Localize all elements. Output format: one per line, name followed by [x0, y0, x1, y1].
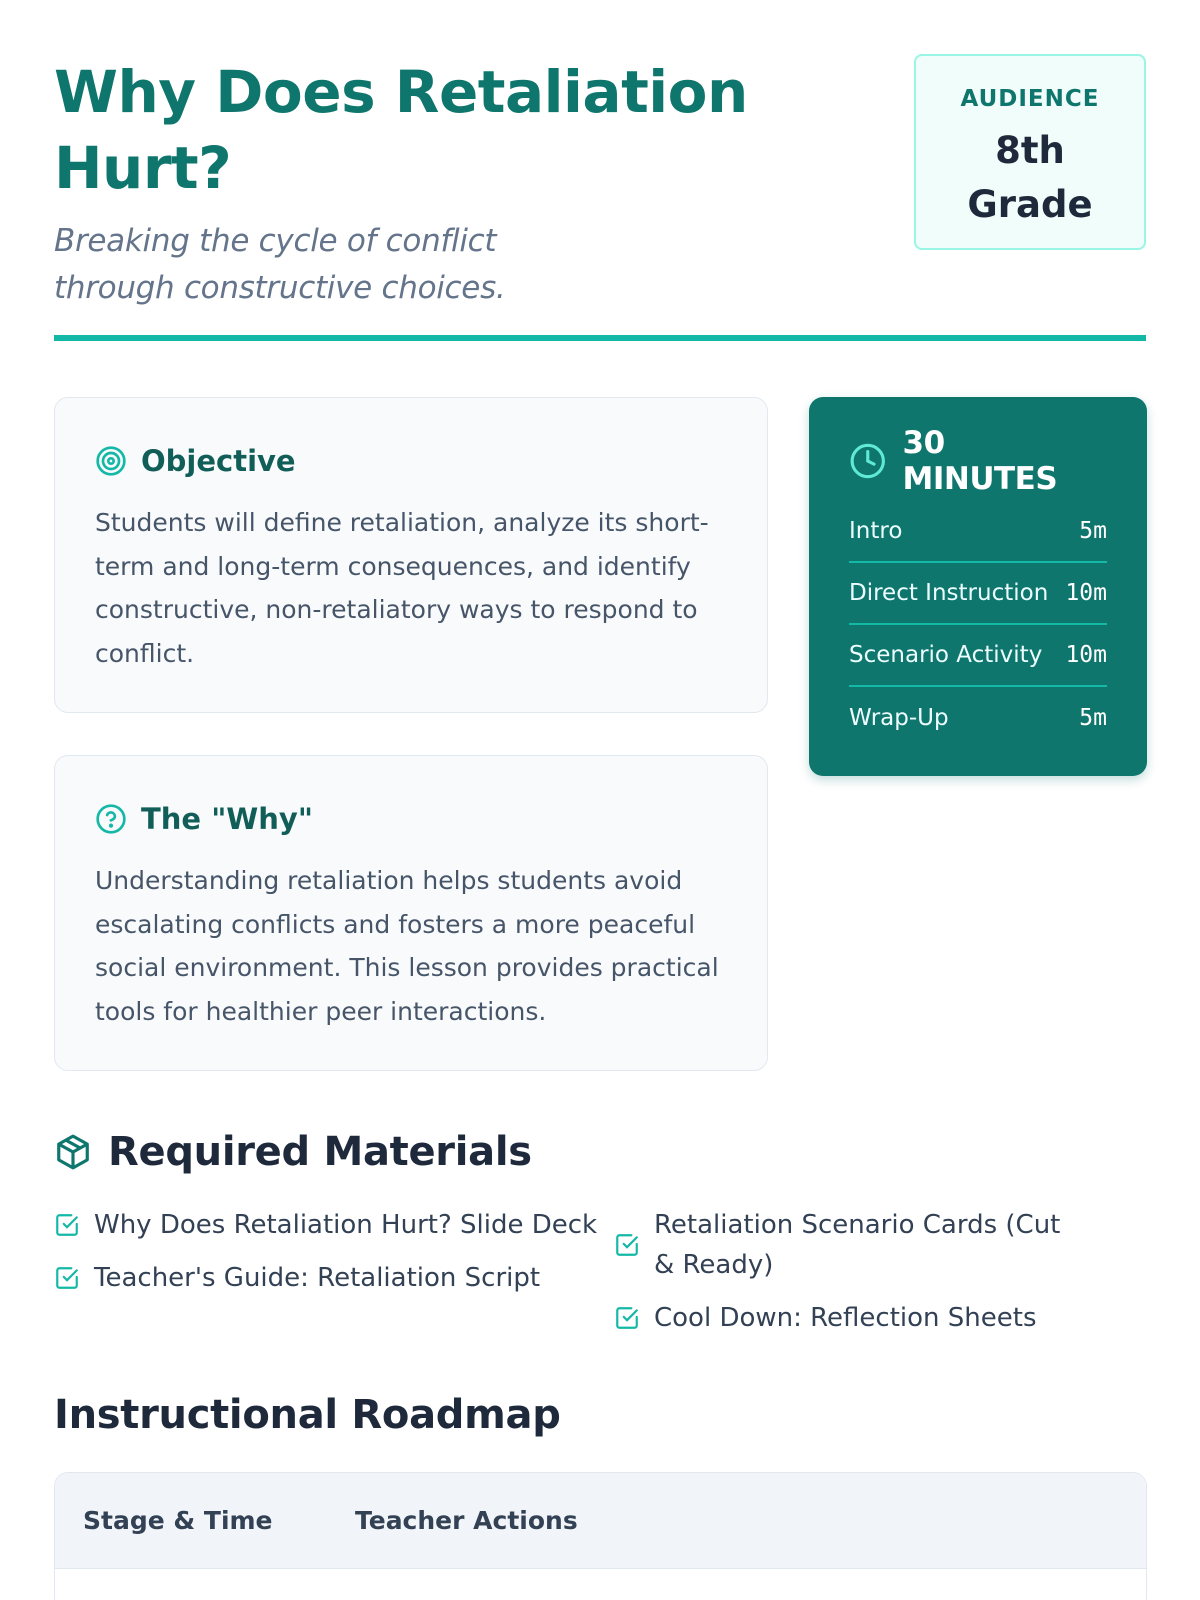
duration-title: 30 MINUTES — [902, 425, 1058, 497]
roadmap-table — [54, 1472, 1147, 1600]
material-item — [54, 1258, 614, 1298]
time-value: 10m — [1065, 642, 1107, 668]
audience-label: AUDIENCE — [960, 86, 1100, 112]
materials-list-left — [54, 1205, 614, 1311]
material-label: Why Does Retaliation Hurt? Slide Deck — [94, 1210, 598, 1240]
material-label: Teacher's Guide: Retaliation Script — [94, 1263, 541, 1293]
why-header — [95, 802, 727, 836]
clock-icon — [849, 442, 887, 480]
time-value: 10m — [1065, 580, 1107, 606]
duration-card — [809, 397, 1147, 776]
time-row-direct-instruction — [849, 563, 1107, 625]
check-square-icon — [54, 1265, 80, 1291]
time-value: 5m — [1079, 518, 1107, 544]
table-header-row — [55, 1473, 1146, 1569]
material-item — [614, 1298, 1084, 1338]
check-square-icon — [614, 1305, 640, 1331]
material-item — [614, 1205, 1084, 1285]
audience-badge — [914, 54, 1146, 250]
column-header-stage: Stage & Time — [83, 1506, 273, 1535]
time-row-scenario-activity — [849, 625, 1107, 687]
check-square-icon — [614, 1232, 640, 1258]
time-row-intro — [849, 501, 1107, 563]
materials-header — [54, 1127, 532, 1177]
time-label: Intro — [849, 518, 903, 544]
duration-header — [849, 425, 1107, 497]
question-circle-icon — [95, 803, 127, 835]
time-label: Scenario Activity — [849, 642, 1043, 668]
why-text: Understanding retaliation helps students avoid escalating conflicts and fosters a more peaceful social environment. This lesson provides practical tools for healthier peer interactions. — [95, 866, 719, 1026]
column-header-teacher-actions: Teacher Actions — [355, 1506, 578, 1535]
objective-header — [95, 444, 727, 478]
time-label: Wrap-Up — [849, 705, 949, 731]
time-value: 5m — [1079, 705, 1107, 731]
materials-title: Required Materials — [108, 1129, 532, 1175]
why-title: The "Why" — [141, 802, 313, 836]
time-label: Direct Instruction — [849, 580, 1049, 606]
package-icon — [54, 1133, 92, 1171]
page-subtitle: Breaking the cycle of conflict through constructive choices. — [54, 223, 506, 306]
check-square-icon — [54, 1212, 80, 1238]
time-breakdown — [849, 501, 1107, 749]
roadmap-title: Instructional Roadmap — [54, 1392, 561, 1438]
objective-card — [54, 397, 768, 713]
material-item — [54, 1205, 614, 1245]
materials-list-right — [614, 1205, 1114, 1351]
material-label: Retaliation Scenario Cards (Cut & Ready) — [654, 1210, 1061, 1280]
audience-value: 8th Grade — [967, 129, 1093, 226]
why-card — [54, 755, 768, 1071]
objective-text: Students will define retaliation, analyze its short-term and long-term consequences, and identify constructive, non-retaliatory ways to respond to conflict. — [95, 508, 709, 668]
page-title: Why Does Retaliation Hurt? — [54, 58, 748, 202]
material-label: Cool Down: Reflection Sheets — [654, 1303, 1037, 1333]
time-row-wrap-up — [849, 687, 1107, 749]
lesson-header — [54, 52, 1146, 346]
target-icon — [95, 445, 127, 477]
objective-title: Objective — [141, 444, 296, 478]
header-divider — [54, 335, 1146, 341]
